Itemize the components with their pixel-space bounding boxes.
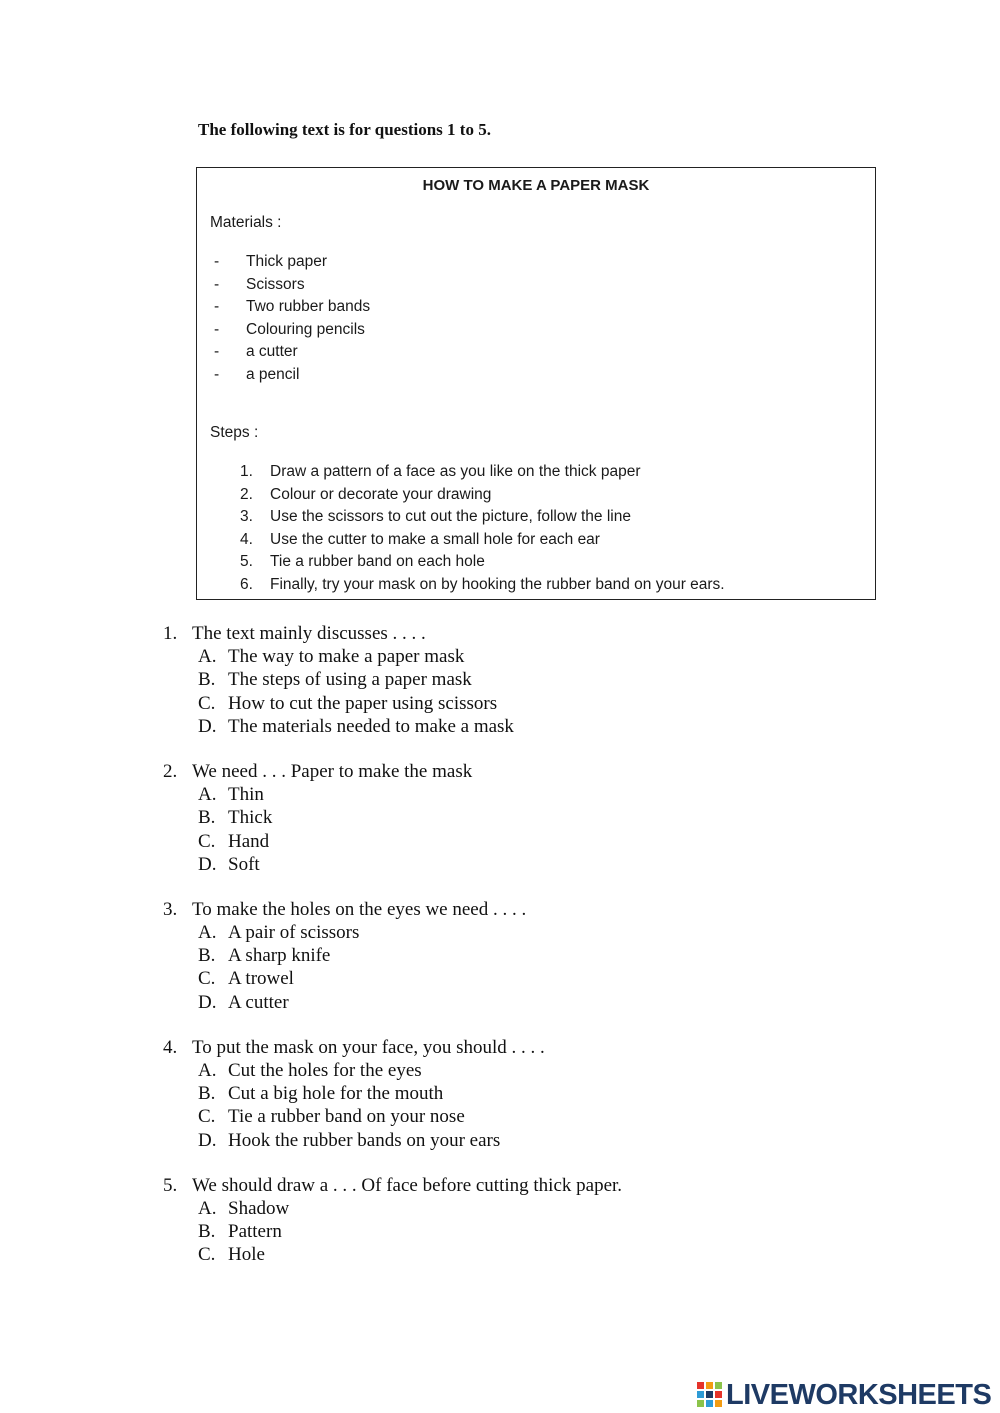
question-3 [160, 898, 622, 1014]
box-title: HOW TO MAKE A PAPER MASK [422, 177, 650, 194]
liveworksheets-logo-icon [697, 1382, 723, 1408]
answer-option[interactable]: B. A sharp knife [198, 945, 331, 967]
material-item: - a pencil [214, 365, 300, 383]
material-item: - Colouring pencils [214, 320, 365, 338]
step-item: 3. Use the scissors to cut out the picture, follow the line [240, 508, 631, 526]
step-item: 6. Finally, try your mask on by hooking the rubber band on your ears. [240, 575, 725, 593]
answer-option[interactable]: A. A pair of scissors [198, 922, 360, 944]
answer-option[interactable]: A. The way to make a paper mask [198, 646, 465, 668]
reading-text-box [196, 167, 876, 600]
question-stem: 1. The text mainly discusses . . . . [163, 623, 426, 644]
answer-option[interactable]: B. The steps of using a paper mask [198, 669, 472, 691]
materials-list [210, 251, 370, 387]
intro-text: The following text is for questions 1 to 5. [198, 120, 491, 139]
answer-option[interactable]: A. Shadow [198, 1197, 290, 1219]
answer-option[interactable]: D. A cutter [198, 991, 289, 1013]
material-item: - a cutter [214, 343, 298, 361]
question-stem: 2. We need . . . Paper to make the mask [163, 760, 473, 782]
answer-option[interactable]: D. The materials needed to make a mask [198, 715, 514, 737]
steps-label: Steps : [210, 424, 259, 441]
materials-label: Materials : [210, 214, 282, 231]
questions-section [160, 622, 622, 1289]
logo-text: LIVEWORKSHEETS [726, 1378, 992, 1411]
answer-option[interactable]: C. Tie a rubber band on your nose [198, 1106, 465, 1128]
question-4 [160, 1036, 622, 1152]
step-item: 2. Colour or decorate your drawing [240, 485, 492, 503]
answer-option[interactable]: C. Hand [198, 830, 270, 852]
answer-option[interactable]: B. Cut a big hole for the mouth [198, 1083, 444, 1105]
step-item: 4. Use the cutter to make a small hole for each ear [240, 530, 600, 548]
answer-option[interactable]: C. How to cut the paper using scissors [198, 692, 498, 714]
answer-option[interactable]: A. Cut the holes for the eyes [198, 1060, 422, 1081]
question-5 [160, 1174, 622, 1267]
answer-option[interactable]: A. Thin [198, 784, 264, 806]
step-item: 5. Tie a rubber band on each hole [240, 553, 485, 571]
answer-option[interactable]: C. A trowel [198, 968, 294, 990]
answer-option[interactable]: B. Pattern [198, 1221, 282, 1243]
liveworksheets-logo [697, 1378, 991, 1412]
answer-option[interactable]: C. Hole [198, 1244, 265, 1266]
question-stem: 3. To make the holes on the eyes we need . . . . [163, 898, 527, 920]
material-item: - Two rubber bands [214, 298, 371, 316]
question-2 [160, 760, 622, 876]
question-stem: 5. We should draw a . . . Of face before cutting thick paper. [163, 1174, 623, 1196]
answer-option[interactable]: B. Thick [198, 807, 273, 829]
answer-option[interactable]: D. Hook the rubber bands on your ears [198, 1129, 501, 1151]
question-stem: 4. To put the mask on your face, you should . . . . [163, 1036, 545, 1058]
material-item: - Thick paper [214, 253, 327, 270]
material-item: - Scissors [214, 275, 305, 293]
step-item: 1. Draw a pattern of a face as you like on the thick paper [240, 463, 641, 480]
steps-list [237, 461, 725, 597]
question-1 [160, 622, 622, 738]
answer-option[interactable]: D. Soft [198, 853, 260, 875]
